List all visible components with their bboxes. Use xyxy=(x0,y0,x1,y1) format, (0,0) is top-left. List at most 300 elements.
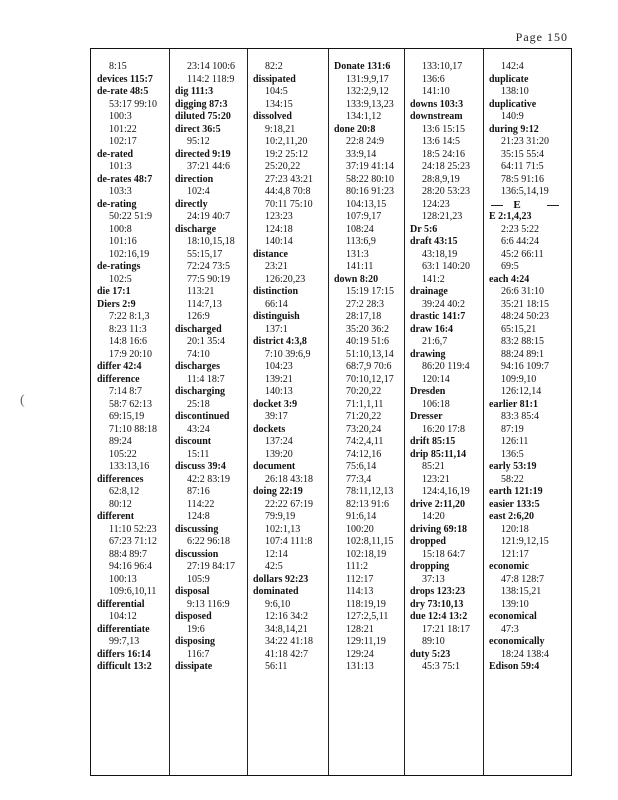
index-location: 107:9,17 xyxy=(346,211,382,222)
index-location: 34:8,14,21 xyxy=(265,623,308,635)
index-location: 77:5 90:19 xyxy=(187,273,231,285)
index-location: 22:8 24:9 xyxy=(346,136,385,147)
index-location: 74:10 xyxy=(187,348,210,360)
index-location: 100:13 xyxy=(109,573,137,585)
index-location: 13:6 15:15 xyxy=(422,123,466,135)
index-location: 43:24 xyxy=(187,423,210,435)
index-term: differs 16:14 xyxy=(97,648,151,660)
index-location: 88:4 89:7 xyxy=(109,548,148,560)
index-term: dissolved xyxy=(253,111,292,122)
index-location: 102:4 xyxy=(187,186,210,197)
index-location: 136:5 xyxy=(501,448,524,460)
index-location: 19:2 25:12 xyxy=(265,148,309,160)
index-location: 80:16 91:23 xyxy=(346,186,395,197)
index-term: differ 42:4 xyxy=(97,361,142,372)
index-term: dig 111:3 xyxy=(175,86,214,97)
index-location: 15:19 17:15 xyxy=(346,286,395,297)
index-location: 133:9,13,23 xyxy=(346,98,394,110)
index-location: 19:6 xyxy=(187,623,205,635)
index-location: 18:10,15,18 xyxy=(187,236,235,247)
index-location: 39:17 xyxy=(265,411,288,422)
index-location: 26:6 31:10 xyxy=(501,286,545,297)
index-location: 35:15 55:4 xyxy=(501,148,545,160)
index-location: 7:14 8:7 xyxy=(109,386,143,397)
index-location: 9:6,10 xyxy=(265,598,291,610)
index-location: 120:14 xyxy=(422,373,450,385)
index-term: discharged xyxy=(175,323,222,335)
index-location: 64:11 71:5 xyxy=(501,161,544,172)
index-location: 58:7 62:13 xyxy=(109,398,153,410)
index-location: 9:13 116:9 xyxy=(187,598,230,610)
index-location: 74:2,4,11 xyxy=(346,436,384,447)
index-location: 121:17 xyxy=(501,548,529,560)
index-term: die 17:1 xyxy=(97,286,131,297)
index-term: Dresser xyxy=(410,411,443,422)
index-term: downstream xyxy=(410,111,463,122)
index-term: disposed xyxy=(175,611,212,622)
index-term: direction xyxy=(175,173,214,185)
index-location: 37:13 xyxy=(422,573,445,585)
index-location: 80:12 xyxy=(109,498,132,510)
index-term: drawing xyxy=(410,348,446,360)
index-location: 102:1,13 xyxy=(265,523,301,535)
index-term: duty 5:23 xyxy=(410,648,451,660)
index-location: 126:9 xyxy=(187,311,210,322)
index-location: 102:16,19 xyxy=(109,248,150,260)
index-term: easier 133:5 xyxy=(489,498,540,510)
index-term: discussion xyxy=(175,548,219,560)
index-location: 77:3,4 xyxy=(346,473,372,485)
index-location: 8:23 11:3 xyxy=(109,323,147,335)
index-location: 107:4 111:8 xyxy=(265,536,313,547)
index-location: 109:9,10 xyxy=(501,373,537,385)
index-term: difficult 13:2 xyxy=(97,661,152,672)
index-location: 41:18 42:7 xyxy=(265,648,309,660)
index-term: discontinued xyxy=(175,411,230,422)
index-location: 86:20 119:4 xyxy=(422,361,470,372)
index-term: each 4:24 xyxy=(489,273,530,285)
column-divider xyxy=(483,49,484,775)
index-term: distinction xyxy=(253,286,299,297)
index-location: 7:22 8:1,3 xyxy=(109,311,150,322)
index-location: 124:8 xyxy=(187,511,210,522)
index-location: 137:24 xyxy=(265,436,293,447)
index-term: de-rate 48:5 xyxy=(97,86,149,97)
index-location: 78:5 91:16 xyxy=(501,173,545,185)
index-location: 106:18 xyxy=(422,398,450,410)
index-location: 27:23 43:21 xyxy=(265,173,314,185)
index-location: 105:22 xyxy=(109,448,137,460)
index-location: 44:4,8 70:8 xyxy=(265,186,311,197)
index-location: 25:18 xyxy=(187,398,210,410)
section-letter: E xyxy=(489,199,545,212)
index-location: 78:11,12,13 xyxy=(346,486,394,497)
index-location: 123:23 xyxy=(265,211,293,222)
index-location: 102:18,19 xyxy=(346,548,387,560)
index-location: 126:20,23 xyxy=(265,273,306,285)
index-location: 74:12,16 xyxy=(346,448,382,460)
index-location: 83:3 85:4 xyxy=(501,411,540,422)
index-term: economically xyxy=(489,636,545,647)
index-location: 47:8 128:7 xyxy=(501,573,545,585)
column-divider xyxy=(247,49,248,775)
index-location: 35:21 18:15 xyxy=(501,298,550,310)
index-term: drainage xyxy=(410,286,448,297)
index-location: 136:6 xyxy=(422,73,445,85)
index-location: 48:24 50:23 xyxy=(501,311,550,322)
index-term: east 2:6,20 xyxy=(489,511,534,522)
index-location: 99:7,13 xyxy=(109,636,140,647)
index-location: 69:5 xyxy=(501,261,519,272)
index-term: duplicate xyxy=(489,73,529,85)
index-location: 7:10 39:6,9 xyxy=(265,348,311,360)
index-location: 40:19 51:6 xyxy=(346,336,390,347)
index-location: 100:3 xyxy=(109,111,132,122)
index-location: 12:16 34:2 xyxy=(265,611,309,622)
index-location: 124:4,16,19 xyxy=(422,486,470,497)
index-term: distinguish xyxy=(253,311,300,322)
index-location: 132:2,9,12 xyxy=(346,86,389,97)
index-term: downs 103:3 xyxy=(410,98,464,110)
index-location: 139:21 xyxy=(265,373,293,385)
index-term: draft 43:15 xyxy=(410,236,458,247)
index-location: 104:23 xyxy=(265,361,293,372)
index-location: 116:7 xyxy=(187,648,210,660)
index-location: 17:21 18:17 xyxy=(422,623,471,635)
index-location: 114:7,13 xyxy=(187,298,222,310)
index-location: 129:24 xyxy=(346,648,374,660)
index-term: differential xyxy=(97,598,145,610)
index-term: early 53:19 xyxy=(489,461,537,472)
index-location: 101:22 xyxy=(109,123,137,135)
binding-mark: ( xyxy=(20,393,25,408)
index-location: 71:10 88:18 xyxy=(109,423,158,435)
index-term: duplicative xyxy=(489,98,537,110)
index-term: difference xyxy=(97,373,140,385)
word-index-table xyxy=(90,48,572,776)
index-term: done 20:8 xyxy=(334,123,376,135)
index-location: 142:4 xyxy=(501,61,524,72)
index-location: 101:16 xyxy=(109,236,137,247)
index-location: 134:15 xyxy=(265,98,293,110)
index-location: 67:23 71:12 xyxy=(109,536,158,547)
index-column-2 xyxy=(175,61,235,674)
index-term: discharges xyxy=(175,361,220,372)
index-location: 82:2 xyxy=(265,61,283,72)
index-term: dissipated xyxy=(253,73,296,85)
index-location: 33:9,14 xyxy=(346,148,377,160)
index-term: discharging xyxy=(175,386,226,397)
index-location: 113:6,9 xyxy=(346,236,376,247)
index-location: 124:23 xyxy=(422,198,450,210)
index-location: 70:10,12,17 xyxy=(346,373,394,385)
index-location: 18:24 138:4 xyxy=(501,648,550,660)
index-location: 114:13 xyxy=(346,586,374,597)
index-term: down 8:20 xyxy=(334,273,379,285)
index-location: 104:13,15 xyxy=(346,198,387,210)
index-location: 23:21 xyxy=(265,261,288,272)
index-term: dissipate xyxy=(175,661,213,672)
index-location: 42:5 xyxy=(265,561,283,572)
index-location: 114:2 118:9 xyxy=(187,73,235,85)
index-location: 141:10 xyxy=(422,86,450,97)
index-term: differentiate xyxy=(97,623,150,635)
index-term: during 9:12 xyxy=(489,123,539,135)
index-location: 140:13 xyxy=(265,386,293,397)
index-location: 9:18,21 xyxy=(265,123,296,135)
index-column-3 xyxy=(253,61,313,674)
index-location: 100:8 xyxy=(109,223,132,235)
index-location: 138:10 xyxy=(501,86,529,97)
index-location: 72:24 73:5 xyxy=(187,261,231,272)
index-location: 12:14 xyxy=(265,548,288,560)
index-location: 137:1 xyxy=(265,323,288,335)
index-column-5 xyxy=(410,61,470,674)
index-location: 139:20 xyxy=(265,448,293,460)
index-location: 124:18 xyxy=(265,223,293,235)
index-location: 102:8,11,15 xyxy=(346,536,394,547)
index-term: Donate 131:6 xyxy=(334,61,391,72)
index-location: 45:2 66:11 xyxy=(501,248,544,260)
index-term: de-rating xyxy=(97,198,137,210)
index-term: dollars 92:23 xyxy=(253,573,309,585)
index-term: earth 121:19 xyxy=(489,486,543,497)
index-location: 87:16 xyxy=(187,486,210,497)
index-term: driving 69:18 xyxy=(410,523,467,535)
index-term: Dr 5:6 xyxy=(410,223,438,235)
index-location: 112:17 xyxy=(346,573,374,585)
index-location: 89:10 xyxy=(422,636,445,647)
index-location: 70:20,22 xyxy=(346,386,382,397)
index-term: direct 36:5 xyxy=(175,123,221,135)
index-location: 14:20 xyxy=(422,511,445,522)
index-location: 131:13 xyxy=(346,661,374,672)
index-term: economical xyxy=(489,611,537,622)
index-location: 75:6,14 xyxy=(346,461,377,472)
column-divider xyxy=(404,49,405,775)
index-term: Diers 2:9 xyxy=(97,298,136,310)
index-location: 10:2,11,20 xyxy=(265,136,308,147)
index-location: 120:18 xyxy=(501,523,529,535)
index-location: 62:8,12 xyxy=(109,486,140,497)
index-term: discharge xyxy=(175,223,217,235)
index-location: 79:9,19 xyxy=(265,511,296,522)
index-term: discussing xyxy=(175,523,219,535)
index-location: 65:15,21 xyxy=(501,323,537,335)
index-location: 103:3 xyxy=(109,186,132,197)
index-term: drops 123:23 xyxy=(410,586,466,597)
index-location: 22:22 67:19 xyxy=(265,498,314,510)
index-location: 141:11 xyxy=(346,261,374,272)
index-location: 123:21 xyxy=(422,473,450,485)
index-location: 58:22 xyxy=(501,473,524,485)
index-location: 21:23 31:20 xyxy=(501,136,550,147)
index-location: 18:5 24:16 xyxy=(422,148,466,160)
index-location: 108:24 xyxy=(346,223,374,235)
index-location: 13:6 14:5 xyxy=(422,136,461,147)
index-term: Edison 59:4 xyxy=(489,661,540,672)
index-location: 126:11 xyxy=(501,436,529,447)
index-term: drift 85:15 xyxy=(410,436,456,447)
index-location: 109:6,10,11 xyxy=(109,586,157,597)
index-term: diluted 75:20 xyxy=(175,111,231,122)
index-term: different xyxy=(97,511,135,522)
index-location: 53:17 99:10 xyxy=(109,98,158,110)
index-location: 15:11 xyxy=(187,448,210,460)
index-location: 91:6,14 xyxy=(346,511,377,522)
index-location: 34:22 41:18 xyxy=(265,636,314,647)
index-term: disposing xyxy=(175,636,216,647)
index-location: 114:22 xyxy=(187,498,215,510)
index-location: 43:18,19 xyxy=(422,248,458,260)
index-location: 2:23 5:22 xyxy=(501,223,540,235)
index-term: de-ratings xyxy=(97,261,141,272)
column-divider xyxy=(169,49,170,775)
index-term: differences xyxy=(97,473,144,485)
index-location: 58:22 80:10 xyxy=(346,173,395,185)
index-term: drip 85:11,14 xyxy=(410,448,467,460)
index-location: 26:18 43:18 xyxy=(265,473,314,485)
index-location: 55:15,17 xyxy=(187,248,223,260)
index-term: devices 115:7 xyxy=(97,73,153,85)
index-location: 104:5 xyxy=(265,86,288,97)
index-location: 121:9,12,15 xyxy=(501,536,549,547)
index-term: drive 2:11,20 xyxy=(410,498,465,510)
index-location: 95:12 xyxy=(187,136,210,147)
index-term: discuss 39:4 xyxy=(175,461,226,472)
index-location: 66:14 xyxy=(265,298,288,310)
index-term: de-rated xyxy=(97,148,134,160)
index-term: Dresden xyxy=(410,386,446,397)
index-location: 102:5 xyxy=(109,273,132,285)
index-location: 24:19 40:7 xyxy=(187,211,231,222)
index-location: 85:21 xyxy=(422,461,445,472)
index-term: dockets xyxy=(253,423,286,435)
index-location: 83:2 88:15 xyxy=(501,336,545,347)
index-location: 37:19 41:14 xyxy=(346,161,395,172)
index-location: 25:20,22 xyxy=(265,161,301,172)
index-location: 141:2 xyxy=(422,273,445,285)
index-term: E 2:1,4,23 xyxy=(489,211,532,222)
index-term: directly xyxy=(175,198,208,210)
index-location: 89:24 xyxy=(109,436,132,447)
index-location: 102:17 xyxy=(109,136,137,147)
index-term: discount xyxy=(175,436,212,447)
index-location: 27:2 28:3 xyxy=(346,298,385,310)
index-term: dominated xyxy=(253,586,299,597)
index-location: 133:10,17 xyxy=(422,61,463,72)
index-location: 20:1 35:4 xyxy=(187,336,226,347)
index-location: 69:15,19 xyxy=(109,411,145,422)
index-location: 111:2 xyxy=(346,561,369,572)
index-location: 56:11 xyxy=(265,661,288,672)
index-term: disposal xyxy=(175,586,210,597)
index-term: directed 9:19 xyxy=(175,148,231,160)
index-location: 128:21 xyxy=(346,623,374,635)
index-location: 138:15,21 xyxy=(501,586,542,597)
index-column-6 xyxy=(489,61,549,674)
index-location: 8:15 xyxy=(109,61,127,72)
index-location: 127:2,5,11 xyxy=(346,611,389,622)
index-location: 131:3 xyxy=(346,248,369,260)
index-location: 126:12,14 xyxy=(501,386,542,397)
index-term: doing 22:19 xyxy=(253,486,303,497)
index-location: 136:5,14,19 xyxy=(501,186,549,197)
index-location: 134:1,12 xyxy=(346,111,382,122)
index-location: 100:20 xyxy=(346,523,374,535)
index-term: economic xyxy=(489,561,529,572)
index-location: 71:1,1,11 xyxy=(346,398,384,410)
index-location: 42:2 83:19 xyxy=(187,473,231,485)
index-location: 21:6,7 xyxy=(422,336,448,347)
index-location: 118:19,19 xyxy=(346,598,386,610)
index-location: 105:9 xyxy=(187,573,210,585)
index-term: draw 16:4 xyxy=(410,323,454,335)
index-term: distance xyxy=(253,248,288,260)
index-location: 88:24 89:1 xyxy=(501,348,545,360)
page-number: Page 150 xyxy=(515,30,568,44)
index-term: due 12:4 13:2 xyxy=(410,611,468,622)
index-location: 16:20 17:8 xyxy=(422,423,466,435)
index-location: 15:18 64:7 xyxy=(422,548,466,560)
index-location: 14:8 16:6 xyxy=(109,336,148,347)
index-location: 27:19 84:17 xyxy=(187,561,236,572)
index-term: drastic 141:7 xyxy=(410,311,466,322)
index-column-1 xyxy=(97,61,157,674)
index-location: 94:16 109:7 xyxy=(501,361,550,372)
index-term: dropped xyxy=(410,536,446,547)
index-location: 28:20 53:23 xyxy=(422,186,471,197)
index-location: 39:24 40:2 xyxy=(422,298,466,310)
index-location: 6:22 96:18 xyxy=(187,536,231,547)
index-location: 51:10,13,14 xyxy=(346,348,394,360)
index-location: 11:4 18:7 xyxy=(187,373,225,385)
index-location: 139:10 xyxy=(501,598,529,610)
index-column-4 xyxy=(334,61,394,674)
index-location: 82:13 91:6 xyxy=(346,498,390,510)
index-location: 68:7,9 70:6 xyxy=(346,361,392,372)
index-term: de-rates 48:7 xyxy=(97,173,153,185)
index-location: 129:11,19 xyxy=(346,636,386,647)
index-location: 113:21 xyxy=(187,286,215,297)
index-location: 94:16 96:4 xyxy=(109,561,153,572)
index-location: 35:20 36:2 xyxy=(346,323,390,335)
index-location: 28:8,9,19 xyxy=(422,173,460,185)
index-location: 73:20,24 xyxy=(346,423,382,435)
index-location: 101:3 xyxy=(109,161,132,172)
index-term: district 4:3,8 xyxy=(253,336,307,347)
index-term: earlier 81:1 xyxy=(489,398,538,410)
index-location: 37:21 44:6 xyxy=(187,161,231,172)
index-location: 50:22 51:9 xyxy=(109,211,153,222)
index-term: document xyxy=(253,461,296,472)
index-location: 128:21,23 xyxy=(422,211,463,222)
index-location: 45:3 75:1 xyxy=(422,661,461,672)
index-location: 24:18 25:23 xyxy=(422,161,471,172)
index-location: 70:11 75:10 xyxy=(265,198,313,210)
index-location: 17:9 20:10 xyxy=(109,348,153,360)
index-term: dry 73:10,13 xyxy=(410,598,464,610)
index-location: 140:14 xyxy=(265,236,293,247)
index-location: 87:19 xyxy=(501,423,524,435)
index-term: docket 3:9 xyxy=(253,398,298,410)
index-term: digging 87:3 xyxy=(175,98,228,110)
column-divider xyxy=(328,49,329,775)
index-location: 71:20,22 xyxy=(346,411,382,422)
index-location: 140:9 xyxy=(501,111,524,122)
index-location: 104:12 xyxy=(109,611,137,622)
index-location: 47:3 xyxy=(501,623,519,635)
